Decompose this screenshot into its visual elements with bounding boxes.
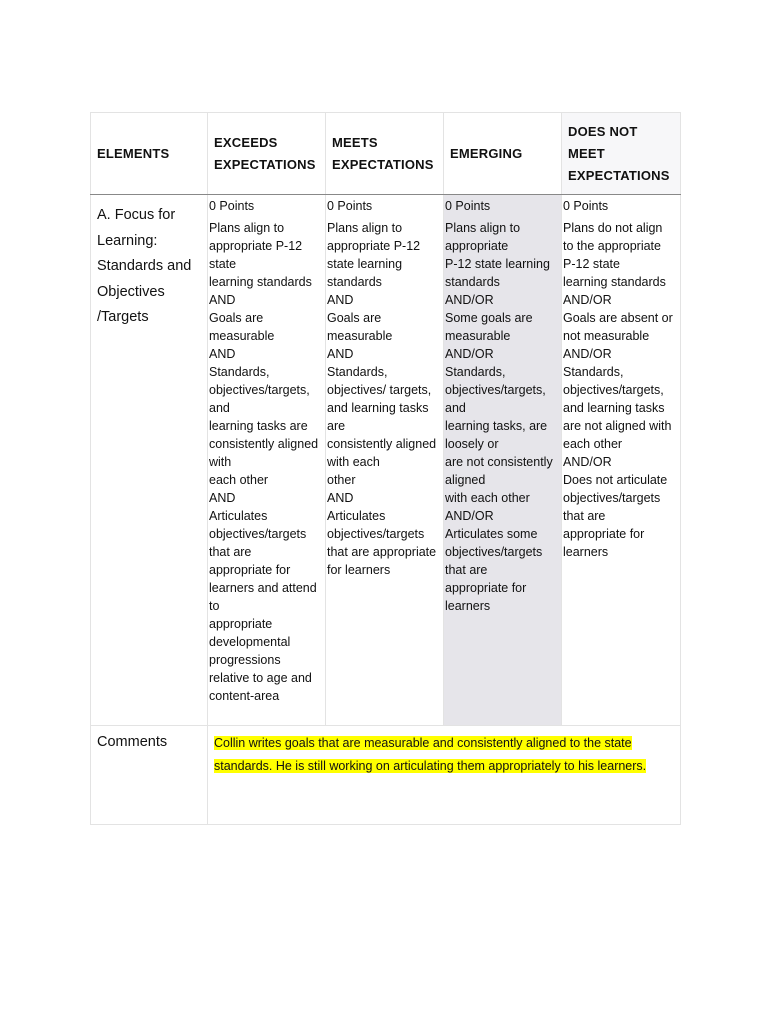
- header-exceeds-expectations: EXCEEDS EXPECTATIONS: [208, 113, 326, 194]
- points-value: 0 Points: [563, 199, 609, 213]
- rubric-table: [90, 112, 681, 825]
- criteria-cell-does-not-meet: [562, 195, 681, 725]
- header-emerging: EMERGING: [444, 113, 562, 194]
- criteria-description: Plans do not align to the appropriate P-12 state learning standards AND/OR Goals are absent or not measurable AND/OR Standards, objectives/targets, and learning tasks are not aligned with each other AND/OR Does not articulate objectives/targets that are appropriate for learners: [563, 221, 673, 559]
- header-elements: ELEMENTS: [90, 113, 208, 194]
- points-value: 0 Points: [209, 199, 255, 213]
- criteria-cell-exceeds: [208, 195, 326, 725]
- header-meets-expectations: MEETS EXPECTATIONS: [326, 113, 444, 194]
- comments-text: Collin writes goals that are measurable and consistently aligned to the state standards. He is still working on articulating them appropriately to his learners.: [214, 736, 647, 773]
- element-label: A. Focus for Learning: Standards and Objectives /Targets: [90, 195, 208, 725]
- table-row: [90, 195, 681, 726]
- points-value: 0 Points: [327, 199, 373, 213]
- criteria-cell-emerging: [444, 195, 562, 725]
- points-value: 0 Points: [445, 199, 491, 213]
- comments-row: [90, 726, 681, 825]
- criteria-description: Plans align to appropriate P-12 state learning standards AND Goals are measurable AND Standards, objectives/ targets, and learning tasks are consistently aligned with each other AND Articulates objectives/targets that are appropriate for learners: [327, 221, 437, 577]
- comments-label: Comments: [90, 726, 208, 824]
- table-header-row: [90, 112, 681, 195]
- criteria-description: Plans align to appropriate P-12 state learning standards AND Goals are measurable AND Standards, objectives/targets, and learning tasks are consistently aligned with each other AND Articulates objectives/targets that are appropriate for learners and attend to appropriate developmental progressions relative to age and content-area: [209, 221, 319, 703]
- comments-body: [208, 726, 681, 824]
- criteria-description: Plans align to appropriate P-12 state learning standards AND/OR Some goals are measurable AND/OR Standards, objectives/targets, and learning tasks, are loosely or are not consistently aligned with each other AND/OR Articulates some objectives/targets that are appropriate for learners: [445, 221, 553, 613]
- header-does-not-meet-expectations: DOES NOT MEET EXPECTATIONS: [562, 113, 681, 194]
- criteria-cell-meets: [326, 195, 444, 725]
